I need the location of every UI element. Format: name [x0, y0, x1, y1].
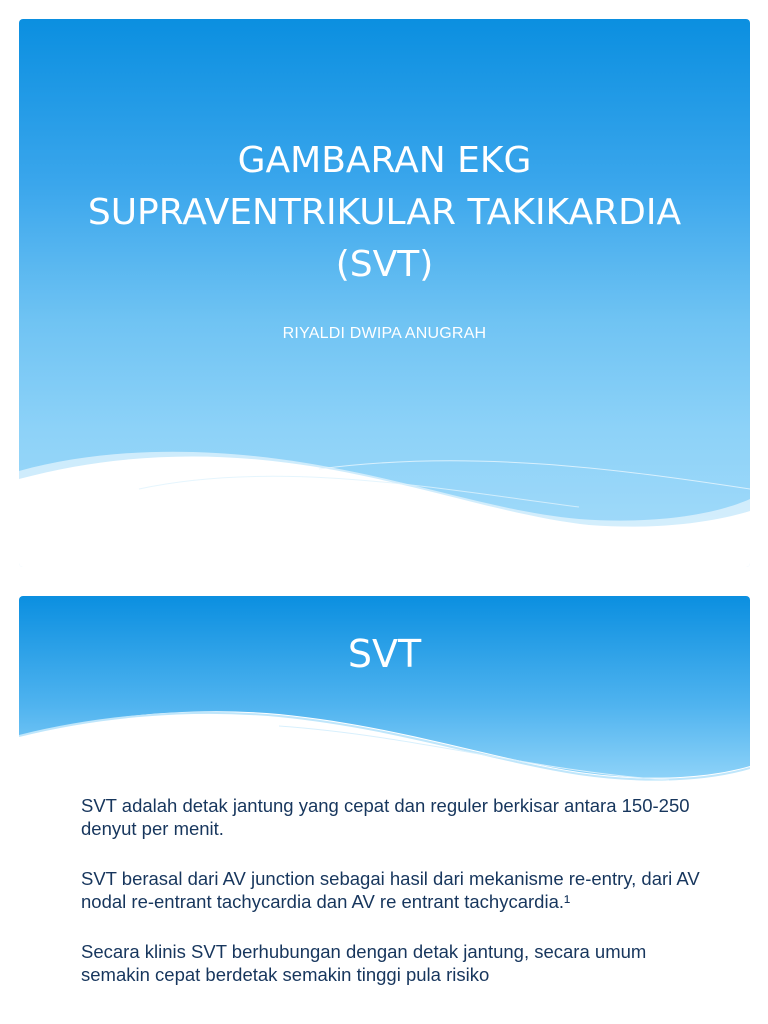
- slide-body: [81, 794, 701, 1013]
- content-slide: [19, 596, 750, 1024]
- title-line-2: SUPRAVENTRIKULAR TAKIKARDIA: [87, 192, 682, 233]
- title-line-3: (SVT): [335, 244, 434, 285]
- slide-title: [19, 135, 750, 291]
- slide-title: SVT: [347, 632, 422, 676]
- paragraph-1: SVT adalah detak jantung yang cepat dan reguler berkisar antara 150-250 denyut per menit.: [81, 795, 690, 839]
- header-wave-decoration: [19, 596, 750, 796]
- author-subtitle: RIYALDI DWIPA ANUGRAH: [282, 325, 487, 342]
- wave-decoration: [19, 19, 750, 567]
- paragraph-2: SVT berasal dari AV junction sebagai hasil dari mekanisme re-entry, dari AV nodal re-entrant tachycardia dan AV re entrant tachycardia.¹: [81, 868, 700, 912]
- title-line-1: GAMBARAN EKG: [237, 140, 532, 181]
- title-slide: [19, 19, 750, 567]
- paragraph-3: Secara klinis SVT berhubungan dengan detak jantung, secara umum semakin cepat berdetak semakin tinggi pula risiko: [81, 941, 647, 985]
